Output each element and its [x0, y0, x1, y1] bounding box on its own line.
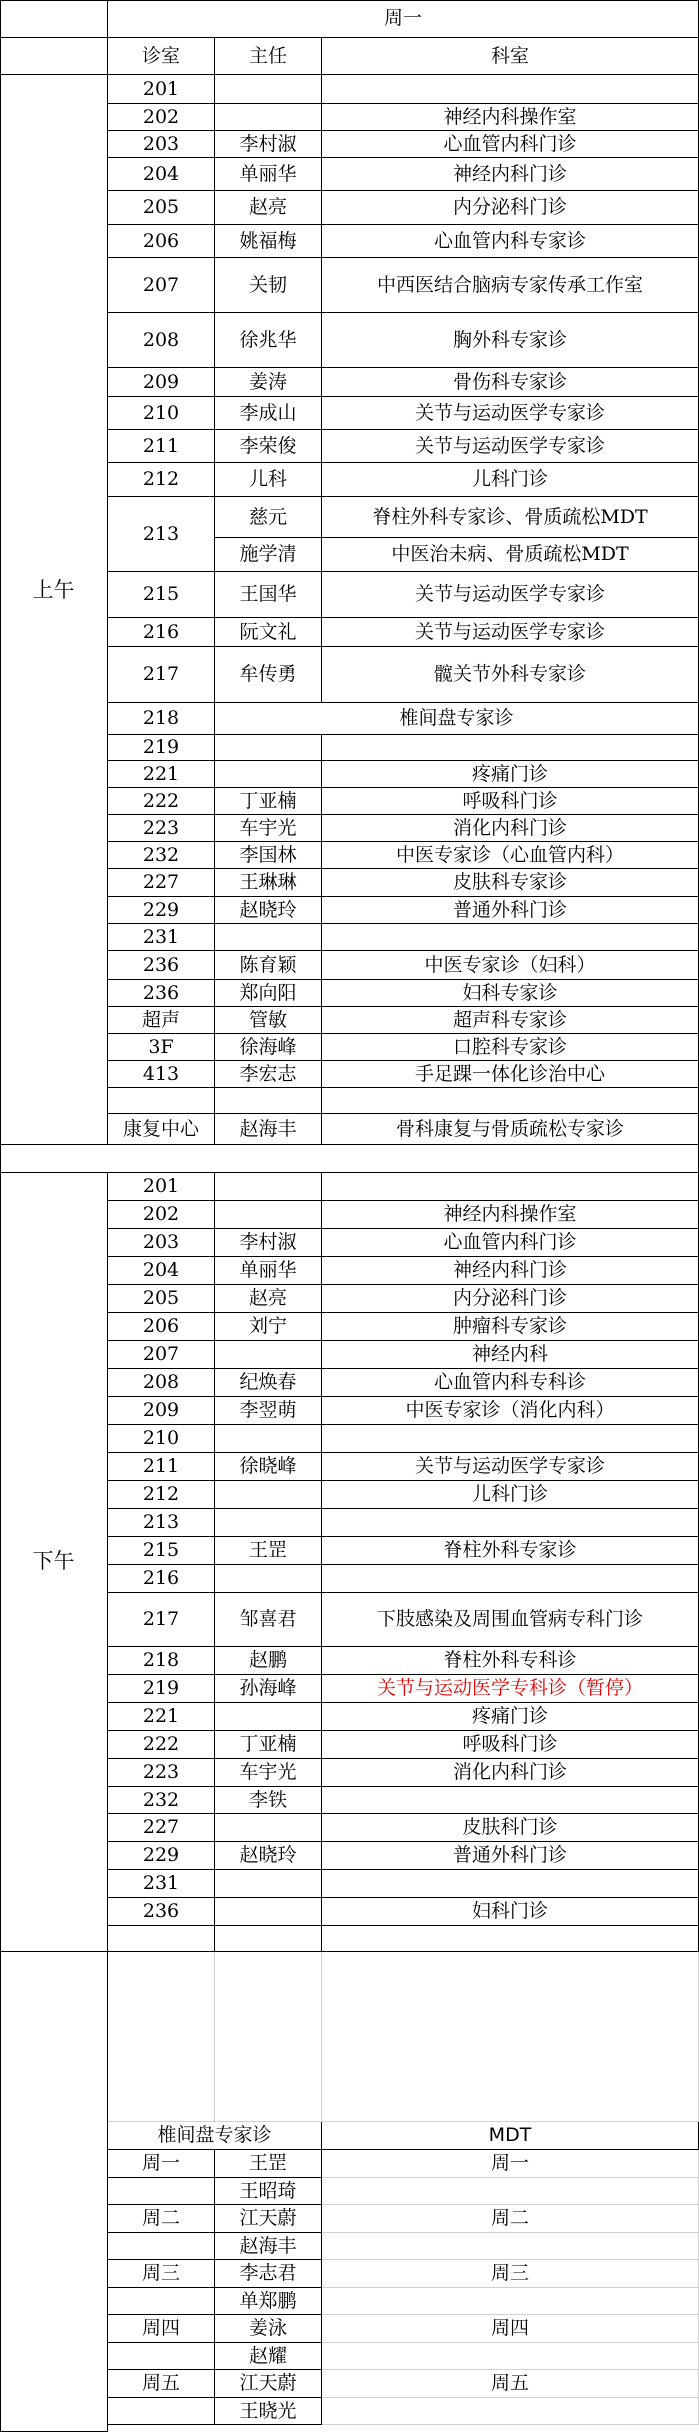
room-cell: 204	[108, 1257, 215, 1285]
disc-title: 椎间盘专家诊	[108, 2122, 322, 2150]
director-cell	[215, 761, 322, 788]
disc-name-cell: 江天蔚	[215, 2370, 322, 2398]
director-cell: 李荣俊	[215, 430, 322, 463]
room-cell: 219	[108, 735, 215, 761]
dept-cell: 关节与运动医学专家诊	[322, 1453, 699, 1481]
disc-day-cell: 周五	[108, 2370, 215, 2398]
room-cell: 超声	[108, 1007, 215, 1034]
room-cell: 216	[108, 618, 215, 647]
mdt-day-cell	[322, 2288, 699, 2315]
dept-cell	[322, 1565, 699, 1593]
room-cell: 207	[108, 1341, 215, 1369]
dept-cell: 普通外科门诊	[322, 897, 699, 924]
dept-cell	[322, 1088, 699, 1114]
dept-cell: 肿瘤科专家诊	[322, 1313, 699, 1341]
director-cell: 车宇光	[215, 815, 322, 842]
room-cell: 210	[108, 1425, 215, 1453]
dept-cell: 脊柱外科专家诊	[322, 1537, 699, 1565]
disc-day-cell: 周三	[108, 2260, 215, 2288]
disc-day-cell: 周二	[108, 2205, 215, 2233]
director-cell	[215, 75, 322, 104]
room-cell: 229	[108, 1842, 215, 1870]
room-cell: 223	[108, 1759, 215, 1787]
mdt-day-cell	[322, 2233, 699, 2260]
mdt-day-cell: 周五	[322, 2370, 699, 2398]
director-cell: 李翌萌	[215, 1397, 322, 1425]
room-cell: 215	[108, 1537, 215, 1565]
room-cell: 236	[108, 980, 215, 1007]
room-cell: 223	[108, 815, 215, 842]
room-cell: 218	[108, 703, 215, 735]
director-cell: 赵亮	[215, 191, 322, 225]
room-cell: 221	[108, 1703, 215, 1731]
director-cell: 姚福梅	[215, 225, 322, 258]
mdt-title: MDT	[322, 2122, 699, 2150]
room-cell: 212	[108, 1481, 215, 1509]
room-cell: 221	[108, 761, 215, 788]
director-cell	[215, 1703, 322, 1731]
director-cell: 管敏	[215, 1007, 322, 1034]
room-cell	[108, 1926, 215, 1952]
director-cell	[215, 1870, 322, 1898]
mdt-day-cell	[322, 2398, 699, 2425]
dept-cell: 关节与运动医学专家诊	[322, 572, 699, 618]
room-cell: 227	[108, 1814, 215, 1842]
dept-cell: 普通外科门诊	[322, 1842, 699, 1870]
dept-cell: 关节与运动医学专家诊	[322, 430, 699, 463]
dept-cell: 关节与运动医学专家诊	[322, 618, 699, 647]
room-cell: 210	[108, 397, 215, 430]
dept-cell: 神经内科操作室	[322, 1201, 699, 1229]
disc-name-cell: 江天蔚	[215, 2205, 322, 2233]
director-cell	[215, 1814, 322, 1842]
director-cell: 施学清	[215, 538, 322, 572]
dept-cell: 下肢感染及周围血管病专科门诊	[322, 1593, 699, 1647]
director-cell: 单丽华	[215, 1257, 322, 1285]
dept-cell	[322, 1509, 699, 1537]
dept-cell: 骨伤科专家诊	[322, 368, 699, 397]
disc-day-cell: 周一	[108, 2150, 215, 2178]
director-cell: 儿科	[215, 463, 322, 497]
day-header: 周一	[108, 0, 699, 38]
room-cell: 219	[108, 1675, 215, 1703]
director-cell: 纪焕春	[215, 1369, 322, 1397]
director-cell: 李村淑	[215, 1229, 322, 1257]
room-cell: 218	[108, 1647, 215, 1675]
room-cell: 208	[108, 1369, 215, 1397]
dept-cell: 心血管内科门诊	[322, 1229, 699, 1257]
disc-name-cell: 单郑鹏	[215, 2288, 322, 2315]
dept-cell: 疼痛门诊	[322, 761, 699, 788]
director-cell: 牟传勇	[215, 647, 322, 703]
room-cell: 227	[108, 869, 215, 897]
director-cell: 王罡	[215, 1537, 322, 1565]
director-cell: 李铁	[215, 1787, 322, 1814]
director-cell: 丁亚楠	[215, 1731, 322, 1759]
director-cell: 李宏志	[215, 1061, 322, 1088]
dept-cell: 骨科康复与骨质疏松专家诊	[322, 1114, 699, 1145]
director-cell	[215, 1565, 322, 1593]
dept-cell: 神经内科门诊	[322, 1257, 699, 1285]
room-cell: 232	[108, 1787, 215, 1814]
room-cell: 236	[108, 1898, 215, 1926]
morning-label: 上午	[0, 38, 108, 1145]
room-cell: 201	[108, 1173, 215, 1201]
dept-cell	[322, 1787, 699, 1814]
dept-cell: 儿科门诊	[322, 1481, 699, 1509]
director-cell: 徐兆华	[215, 313, 322, 368]
dept-cell: 妇科专家诊	[322, 980, 699, 1007]
room-cell: 208	[108, 313, 215, 368]
director-cell: 单丽华	[215, 158, 322, 191]
room-cell: 217	[108, 1593, 215, 1647]
mdt-day-cell: 周三	[322, 2260, 699, 2288]
director-cell: 陈育颖	[215, 951, 322, 980]
director-cell: 李国林	[215, 842, 322, 869]
dept-cell: 椎间盘专家诊	[215, 703, 699, 735]
disc-name-cell: 赵耀	[215, 2343, 322, 2370]
dept-cell	[322, 735, 699, 761]
disc-day-cell	[108, 2398, 215, 2425]
dept-cell: 脊柱外科专家诊、骨质疏松MDT	[322, 497, 699, 538]
director-cell: 赵鹏	[215, 1647, 322, 1675]
room-cell: 213	[108, 497, 215, 572]
room-cell: 222	[108, 1731, 215, 1759]
room-cell: 康复中心	[108, 1114, 215, 1145]
room-cell: 213	[108, 1509, 215, 1537]
col-header-dept: 科室	[322, 38, 699, 75]
dept-cell	[322, 1425, 699, 1453]
room-cell: 203	[108, 1229, 215, 1257]
director-cell: 慈元	[215, 497, 322, 538]
dept-cell: 消化内科门诊	[322, 1759, 699, 1787]
dept-cell: 超声科专家诊	[322, 1007, 699, 1034]
director-cell	[215, 1341, 322, 1369]
room-cell: 413	[108, 1061, 215, 1088]
dept-cell: 内分泌科门诊	[322, 191, 699, 225]
director-cell	[215, 1509, 322, 1537]
dept-cell: 髋关节外科专家诊	[322, 647, 699, 703]
disc-name-cell: 王罡	[215, 2150, 322, 2178]
dept-cell: 内分泌科门诊	[322, 1285, 699, 1313]
director-cell	[215, 1926, 322, 1952]
afternoon-label: 下午	[0, 1173, 108, 1952]
disc-day-cell: 周四	[108, 2315, 215, 2343]
director-cell: 关韧	[215, 258, 322, 313]
room-cell: 3F	[108, 1034, 215, 1061]
dept-cell: 皮肤科门诊	[322, 1814, 699, 1842]
dept-cell: 关节与运动医学专家诊	[322, 397, 699, 430]
room-cell: 206	[108, 225, 215, 258]
dept-cell: 胸外科专家诊	[322, 313, 699, 368]
corner-cell	[0, 0, 108, 38]
director-cell: 赵亮	[215, 1285, 322, 1313]
director-cell	[215, 924, 322, 951]
director-cell: 李村淑	[215, 131, 322, 158]
room-cell: 222	[108, 788, 215, 815]
director-cell	[215, 1481, 322, 1509]
room-cell: 203	[108, 131, 215, 158]
blank-cell	[215, 1952, 322, 2122]
dept-cell: 疼痛门诊	[322, 1703, 699, 1731]
director-cell: 赵海丰	[215, 1114, 322, 1145]
director-cell	[215, 104, 322, 131]
dept-cell: 中西医结合脑病专家传承工作室	[322, 258, 699, 313]
director-cell	[215, 1201, 322, 1229]
disc-day-cell	[108, 2343, 215, 2370]
mdt-day-cell: 周二	[322, 2205, 699, 2233]
room-cell: 216	[108, 1565, 215, 1593]
col-header-room: 诊室	[108, 38, 215, 75]
director-cell	[215, 1898, 322, 1926]
director-cell: 徐海峰	[215, 1034, 322, 1061]
disc-day-cell	[108, 2233, 215, 2260]
dept-cell: 消化内科门诊	[322, 815, 699, 842]
director-cell: 丁亚楠	[215, 788, 322, 815]
director-cell	[215, 1173, 322, 1201]
room-cell: 202	[108, 104, 215, 131]
section-gap	[0, 1145, 699, 1173]
mdt-day-cell: 周四	[322, 2315, 699, 2343]
director-cell: 孙海峰	[215, 1675, 322, 1703]
dept-cell: 中医专家诊（妇科）	[322, 951, 699, 980]
dept-cell	[322, 1173, 699, 1201]
room-cell: 205	[108, 191, 215, 225]
dept-cell: 神经内科操作室	[322, 104, 699, 131]
director-cell: 邹喜君	[215, 1593, 322, 1647]
director-cell: 郑向阳	[215, 980, 322, 1007]
dept-cell	[322, 924, 699, 951]
dept-cell: 皮肤科专家诊	[322, 869, 699, 897]
mdt-day-cell	[322, 2178, 699, 2205]
room-cell: 231	[108, 1870, 215, 1898]
room-cell: 211	[108, 1453, 215, 1481]
room-cell: 201	[108, 75, 215, 104]
dept-cell: 心血管内科专家诊	[322, 225, 699, 258]
dept-cell: 神经内科门诊	[322, 158, 699, 191]
dept-cell: 中医专家诊（心血管内科）	[322, 842, 699, 869]
mdt-day-cell: 周一	[322, 2150, 699, 2178]
director-cell	[215, 1425, 322, 1453]
disc-name-cell: 王昭琦	[215, 2178, 322, 2205]
room-cell: 204	[108, 158, 215, 191]
disc-name-cell: 王晓光	[215, 2398, 322, 2425]
director-cell: 王国华	[215, 572, 322, 618]
room-cell	[108, 1088, 215, 1114]
room-cell: 209	[108, 368, 215, 397]
blank-cell	[108, 1952, 215, 2122]
director-cell: 李成山	[215, 397, 322, 430]
director-cell: 刘宁	[215, 1313, 322, 1341]
room-cell: 236	[108, 951, 215, 980]
room-cell: 202	[108, 1201, 215, 1229]
disc-name-cell: 李志君	[215, 2260, 322, 2288]
disc-day-cell	[108, 2288, 215, 2315]
director-cell	[215, 1088, 322, 1114]
bottom-left-blank	[0, 1952, 108, 2432]
dept-cell: 呼吸科门诊	[322, 788, 699, 815]
director-cell: 徐晓峰	[215, 1453, 322, 1481]
dept-cell: 神经内科	[322, 1341, 699, 1369]
room-cell: 217	[108, 647, 215, 703]
room-cell: 206	[108, 1313, 215, 1341]
room-cell: 211	[108, 430, 215, 463]
dept-cell: 中医治未病、骨质疏松MDT	[322, 538, 699, 572]
dept-cell	[322, 75, 699, 104]
dept-cell: 中医专家诊（消化内科）	[322, 1397, 699, 1425]
room-cell: 215	[108, 572, 215, 618]
dept-cell	[322, 1926, 699, 1952]
dept-cell: 口腔科专家诊	[322, 1034, 699, 1061]
room-cell: 207	[108, 258, 215, 313]
dept-cell: 心血管内科专科诊	[322, 1369, 699, 1397]
director-cell: 赵晓玲	[215, 897, 322, 924]
dept-cell: 关节与运动医学专科诊（暂停）	[322, 1675, 699, 1703]
dept-cell	[322, 1870, 699, 1898]
director-cell: 赵晓玲	[215, 1842, 322, 1870]
col-header-director: 主任	[215, 38, 322, 75]
director-cell: 阮文礼	[215, 618, 322, 647]
dept-cell: 儿科门诊	[322, 463, 699, 497]
disc-name-cell: 赵海丰	[215, 2233, 322, 2260]
director-cell: 王琳琳	[215, 869, 322, 897]
room-cell: 205	[108, 1285, 215, 1313]
room-cell: 229	[108, 897, 215, 924]
dept-cell: 心血管内科门诊	[322, 131, 699, 158]
blank-cell	[322, 1952, 699, 2122]
room-cell: 209	[108, 1397, 215, 1425]
disc-day-cell	[108, 2178, 215, 2205]
room-cell: 232	[108, 842, 215, 869]
director-cell: 姜涛	[215, 368, 322, 397]
room-cell: 231	[108, 924, 215, 951]
dept-cell: 呼吸科门诊	[322, 1731, 699, 1759]
room-cell: 212	[108, 463, 215, 497]
director-cell: 车宇光	[215, 1759, 322, 1787]
dept-cell: 手足踝一体化诊治中心	[322, 1061, 699, 1088]
dept-cell: 妇科门诊	[322, 1898, 699, 1926]
dept-cell: 脊柱外科专科诊	[322, 1647, 699, 1675]
mdt-day-cell	[322, 2343, 699, 2370]
director-cell	[215, 735, 322, 761]
disc-name-cell: 姜泳	[215, 2315, 322, 2343]
